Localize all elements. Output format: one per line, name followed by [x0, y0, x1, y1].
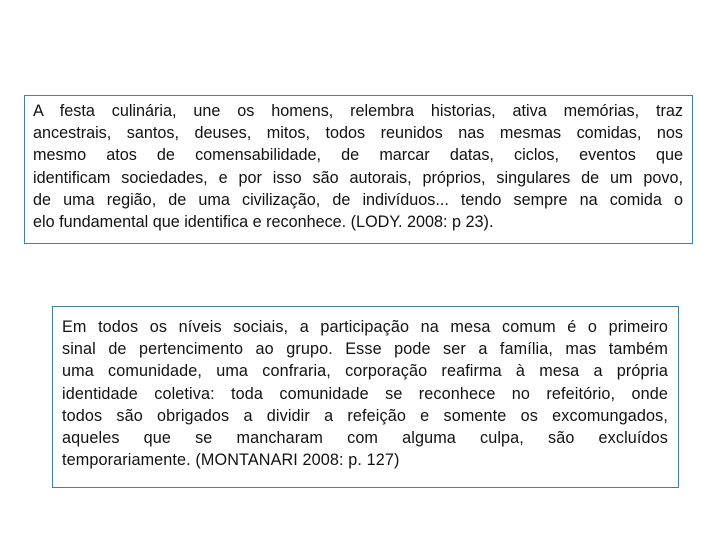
quote-box-lody	[24, 95, 693, 244]
quote-line: ancestrais, santos, deuses, mitos, todos reunidos nas mesmas comidas, nos	[33, 124, 683, 143]
quote-line: Em todos os níveis sociais, a participação na mesa comum é o primeiro	[62, 318, 668, 336]
quote-line: elo fundamental que identifica e reconhece. (LODY. 2008: p 23).	[33, 212, 494, 231]
quote-line: aqueles que se mancharam com alguma culpa, são excluídos	[62, 428, 668, 447]
quote-line: A festa culinária, une os homens, relembra historias, ativa memórias, traz	[33, 102, 683, 120]
quote-line: todos são obrigados a dividir a refeição e somente os excomungados,	[62, 406, 668, 425]
quote-line: sinal de pertencimento ao grupo. Esse pode ser a família, mas também	[62, 340, 668, 359]
quote-box-montanari	[52, 306, 679, 488]
quote-line: temporariamente. (MONTANARI 2008: p. 127)	[62, 451, 400, 470]
quote-line: identidade coletiva: toda comunidade se reconhece no refeitório, onde	[62, 384, 668, 403]
quote-line: identificam sociedades, e por isso são autorais, próprios, singulares de um povo,	[33, 168, 683, 187]
quote-line: mesmo atos de comensabilidade, de marcar datas, ciclos, eventos que	[33, 146, 683, 165]
quote-line: de uma região, de uma civilização, de indivíduos... tendo sempre na comida o	[33, 190, 683, 209]
quote-line: uma comunidade, uma confraria, corporação reafirma à mesa a própria	[62, 362, 668, 381]
